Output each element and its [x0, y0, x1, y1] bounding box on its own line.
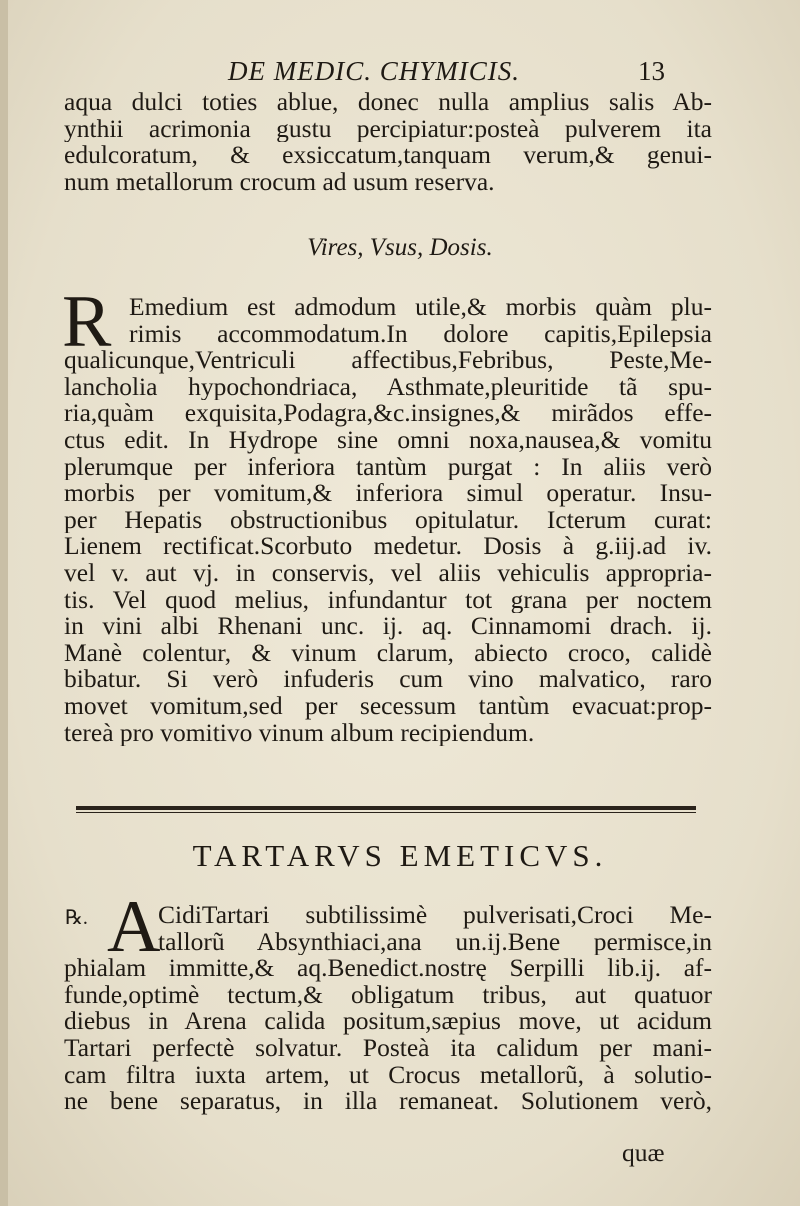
text-line: morbis per vomitum,& inferiora simul operatur. Insu- — [64, 480, 712, 507]
text-line: bibatur. Si verò infuderis cum vino malvatico, raro — [64, 666, 712, 693]
text-line: num metallorum crocum ad usum reserva. — [64, 168, 495, 196]
text-line: Manè colentur, & vinum clarum, abiecto croco, calidè — [64, 639, 712, 667]
text-line: qualicunque,Ventriculi affectibus,Febribus, Peste,Me- — [64, 347, 712, 374]
drop-capital-a: A — [107, 886, 161, 968]
text-line: movet vomitum,sed per secessum tantùm evacuat:prop- — [64, 692, 712, 720]
paragraph-continuation — [64, 89, 712, 195]
paragraph-vires — [62, 281, 712, 747]
text-line: rimis accommodatum.In dolore capitis,Epilepsia — [129, 320, 712, 348]
text-line: aqua dulci toties ablue, donec nulla amplius salis Ab- — [64, 89, 712, 116]
page-number: 13 — [638, 56, 665, 86]
text-line: ria,quàm exquisita,Podagra,&c.insignes,& mirãdos effe- — [64, 400, 712, 427]
text-line: cam filtra iuxta artem, ut Crocus metallorũ, à solutio- — [64, 1061, 712, 1089]
text-line: ynthii acrimonia gustu percipiatur:posteà pulverem ita — [64, 115, 712, 143]
page-gutter-edge — [0, 0, 8, 1206]
text-line: plerumque per inferiora tantùm purgat : In aliis verò — [64, 453, 712, 481]
text-line: tereà pro vomitivo vinum album recipiendum. — [64, 719, 535, 747]
text-line: lancholia hypochondriaca, Asthmate,pleuritide tã spu- — [64, 373, 712, 401]
text-line: tallorũ Absynthiaci,ana un.ij.Bene permisce,in — [158, 928, 712, 956]
section-rule-heavy — [76, 806, 696, 810]
text-line: per Hepatis obstructionibus opitulatur. Icterum curat: — [64, 506, 712, 534]
running-title: DE MEDIC. CHYMICIS. — [228, 56, 520, 86]
text-line: vel v. aut vj. in conservis, vel aliis vehiculis appropria- — [64, 559, 712, 587]
catchword: quæ — [622, 1138, 665, 1167]
recipe-sign: ℞. — [65, 907, 88, 929]
text-line: Emedium est admodum utile,& morbis quàm plu- — [129, 294, 712, 321]
text-line: tis. Vel quod melius, infundantur tot grana per noctem — [64, 586, 712, 614]
drop-capital-r: R — [62, 281, 112, 363]
text-line: CidiTartari subtilissimè pulverisati,Croci Me- — [158, 902, 712, 929]
text-line: diebus in Arena calida positum,sæpius move, ut acidum — [64, 1008, 712, 1035]
text-line: edulcoratum, & exsiccatum,tanquam verum,& genui- — [64, 142, 712, 169]
subheading: Vires, Vsus, Dosis. — [307, 234, 493, 261]
text-line: ne bene separatus, in illa remaneat. Solutionem verò, — [64, 1088, 712, 1115]
text-line: Lienem rectificat.Scorbuto medetur. Dosis à g.iij.ad iv. — [64, 533, 712, 560]
section-rule-thin — [76, 812, 696, 813]
section-title: TARTARVS EMETICVS. — [192, 838, 608, 873]
paragraph-recipe — [64, 902, 712, 1115]
text-line: ctus edit. In Hydrope sine omni noxa,nausea,& vomitu — [64, 426, 712, 454]
text-line: in vini albi Rhenani unc. ij. aq. Cinnamomi drach. ij. — [64, 613, 712, 640]
text-line: phialam immitte,& aq.Benedict.nostrę Serpilli lib.ij. af- — [64, 955, 712, 982]
text-line: funde,optimè tectum,& obligatum tribus, aut quatuor — [64, 981, 712, 1009]
running-head — [0, 56, 800, 90]
text-line: Tartari perfectè solvatur. Posteà ita calidum per mani- — [64, 1034, 712, 1062]
